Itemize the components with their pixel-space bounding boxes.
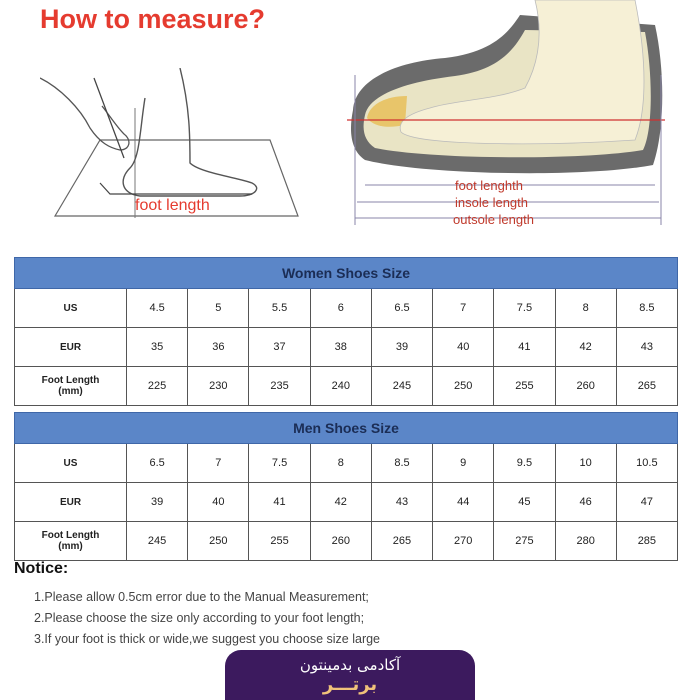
women-eur-cell: 41 (494, 328, 555, 367)
women-eur-label: EUR (15, 328, 127, 367)
women-foot-cell: 235 (249, 367, 310, 406)
men-foot-cell: 260 (310, 522, 371, 561)
women-us-label: US (15, 289, 127, 328)
measuring-sketch (40, 68, 310, 228)
women-size-table (14, 257, 678, 406)
women-us-cell: 7 (433, 289, 494, 328)
men-eur-label: EUR (15, 483, 127, 522)
women-eur-cell: 40 (433, 328, 494, 367)
notice-item-2: 2.Please choose the size only according to your foot length; (34, 611, 365, 625)
men-us-cell: 10.5 (616, 444, 677, 483)
men-us-label: US (15, 444, 127, 483)
men-us-cell: 7 (188, 444, 249, 483)
women-us-cell: 8 (555, 289, 616, 328)
notice-item-3: 3.If your foot is thick or wide,we suggest you choose size large (34, 632, 381, 646)
men-eur-cell: 40 (188, 483, 249, 522)
men-foot-cell: 275 (494, 522, 555, 561)
foot-length-label: foot lenghth (455, 178, 523, 193)
men-eur-cell: 46 (555, 483, 616, 522)
men-foot-cell: 250 (188, 522, 249, 561)
women-eur-cell: 43 (616, 328, 677, 367)
men-foot-label-line2: (mm) (58, 541, 83, 552)
men-foot-cell: 285 (616, 522, 677, 561)
notice-item-1: 1.Please allow 0.5cm error due to the Manual Measurement; (34, 590, 369, 604)
men-eur-cell: 45 (494, 483, 555, 522)
men-table-title: Men Shoes Size (15, 413, 678, 444)
women-eur-cell: 38 (310, 328, 371, 367)
women-foot-cell: 245 (371, 367, 432, 406)
women-foot-label-line1: Foot Length (41, 375, 100, 386)
women-foot-label (15, 367, 127, 406)
men-us-cell: 6.5 (127, 444, 188, 483)
men-eur-cell: 43 (371, 483, 432, 522)
men-us-cell: 8.5 (371, 444, 432, 483)
women-foot-cell: 250 (433, 367, 494, 406)
badge-line-1: آکادمی بدمینتون (299, 656, 401, 674)
outsole-length-label: outsole length (453, 212, 534, 227)
men-foot-cell: 265 (371, 522, 432, 561)
men-foot-cell: 280 (555, 522, 616, 561)
women-us-cell: 8.5 (616, 289, 677, 328)
women-eur-cell: 37 (249, 328, 310, 367)
women-foot-cell: 240 (310, 367, 371, 406)
men-foot-cell: 245 (127, 522, 188, 561)
men-us-cell: 10 (555, 444, 616, 483)
men-eur-cell: 47 (616, 483, 677, 522)
men-us-cell: 8 (310, 444, 371, 483)
sketch-caption: foot length (135, 197, 210, 214)
women-us-cell: 7.5 (494, 289, 555, 328)
men-foot-cell: 255 (249, 522, 310, 561)
women-eur-cell: 39 (371, 328, 432, 367)
women-table-title: Women Shoes Size (15, 258, 678, 289)
men-us-cell: 9 (433, 444, 494, 483)
badge-line-2: برتـــر (322, 674, 378, 695)
men-foot-label (15, 522, 127, 561)
men-eur-cell: 39 (127, 483, 188, 522)
women-foot-cell: 255 (494, 367, 555, 406)
women-foot-cell: 265 (616, 367, 677, 406)
men-us-cell: 9.5 (494, 444, 555, 483)
women-us-cell: 4.5 (127, 289, 188, 328)
women-foot-label-line2: (mm) (58, 386, 83, 397)
women-eur-cell: 36 (188, 328, 249, 367)
insole-length-label: insole length (455, 195, 528, 210)
notice-title: Notice: (14, 560, 69, 577)
women-us-cell: 5 (188, 289, 249, 328)
women-us-cell: 6 (310, 289, 371, 328)
women-us-cell: 5.5 (249, 289, 310, 328)
men-foot-label-line1: Foot Length (41, 530, 100, 541)
men-us-cell: 7.5 (249, 444, 310, 483)
page-title: How to measure? (40, 4, 266, 34)
men-eur-cell: 41 (249, 483, 310, 522)
men-eur-cell: 44 (433, 483, 494, 522)
men-foot-cell: 270 (433, 522, 494, 561)
women-eur-cell: 35 (127, 328, 188, 367)
women-foot-cell: 230 (188, 367, 249, 406)
men-size-table (14, 412, 678, 561)
women-us-cell: 6.5 (371, 289, 432, 328)
men-eur-cell: 42 (310, 483, 371, 522)
women-foot-cell: 260 (555, 367, 616, 406)
women-foot-cell: 225 (127, 367, 188, 406)
shoe-diagram (335, 0, 685, 240)
academy-watermark-badge (225, 650, 475, 700)
women-eur-cell: 42 (555, 328, 616, 367)
